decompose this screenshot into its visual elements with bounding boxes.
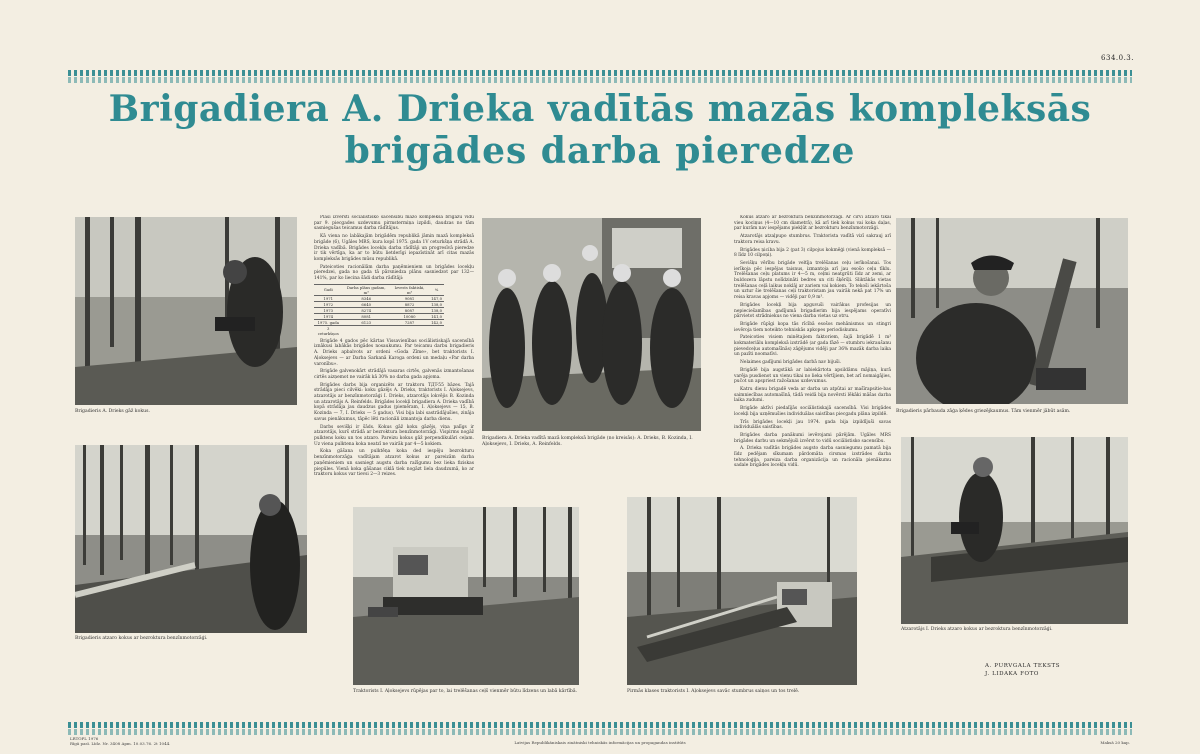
- table-cell: 1975. gada: [314, 319, 343, 325]
- col2-paragraph: A. Drieka vadītās brigādes augsto darba sasniegumu pamatā bija līdz pedējam sīkumam pārdomāta cirsmas izstrādes darba tehnoloģija, pareiza darba organizācija un racionāla pienākumu sadale brigādes locekļu vidū.: [734, 446, 891, 469]
- photo-tractor-skidding: [627, 497, 857, 685]
- table-cell: 8274: [343, 307, 390, 313]
- caption-photo-chain-check: Brigadieris pārbauda zāģa ķēdes griezējkaumus. Tām vienmēr jābūt asām.: [896, 409, 1071, 414]
- footer-print-info: Rīgā pasī. Līdz. Nr. 3408 Apm. 10.03.76. 2t 1044.: [70, 741, 171, 746]
- article-column-2: [734, 215, 891, 510]
- table-cell: [390, 325, 429, 336]
- photo-trimmer: [75, 445, 307, 633]
- credits-text: A. PURVGALA TEKSTS: [985, 663, 1061, 669]
- table-cell: 138,0: [429, 301, 444, 307]
- bottom-ornament-border-inner: [68, 729, 1132, 735]
- header-code: 634.0.3.: [1101, 54, 1134, 62]
- table-header-cell: Darba plāns gadam, m³: [343, 284, 390, 295]
- caption-photo-feller: Brigadieris A. Drieks gāž kokus.: [75, 409, 150, 414]
- col2-paragraph: Brigādes darba panākumi ievērojami pārējām. Ugāles MRS brigādes darbu un sekmējuši izvērst to vidū sociālistisko sacensību.: [734, 432, 891, 444]
- col2-paragraph: Sevišķu vērību brigāde veltīja trelēšanas ceļu ierīkošanai. Tos ierīkoja pēc iespējas taisnus, izmantoja arī jau esošo ceļu tīklu. Trelēšanas ceļu platums ir 4—5 m, ceļmi neatgrūti līdz ar zemi, ar buldozera lāpstu nolīdzināti bedres un citi šķēršļi. Sliktākās vietas trelēšanas ceļā laikus noklāj ar zariem vai kokiem. To tekoši iekārtoša un uztur šie trelēšanas ceļi traktoristam jau vairāk nekā pat 17% un reisa kravas apjoms — vidēji par 0,9 m³.: [734, 260, 891, 301]
- caption-photo-trimmer-saw: Atzarotājs I. Drieks atzaro kokus ar bezroktura benzīnmotorzāģi.: [901, 627, 1053, 632]
- footer-publisher: LRTOPL 1976: [70, 736, 99, 741]
- production-table: [314, 284, 444, 336]
- article-column-1: [314, 215, 474, 495]
- col1-paragraph: Kā viena no labākajām brigādēm republikā jāmin mazā kompleksā brigāde (6), Ugāles MRS, kura kopš 1975. gada 1V ceturkšņa strādā A. Drieka vadībā. Brigādes locekļu darba rādītāji un progresīvā pieredze ir tik vērtīga, ka ar to būtu lietderīgi iepazīstināt arī citas mazās kompleksās brigādes mūsu republikā.: [314, 234, 474, 262]
- table-cell: 8346: [343, 295, 390, 301]
- col1-paragraph: Pateicoties racionālām darba paņēmieniem un brigādes locekļu pieredzei, gada no gada tā pārsniedza plānu sasniedzot par 132—141%, par ko liecina šādi darba rādītāji:: [314, 264, 474, 282]
- credits-photo: J. LIDAKA FOTO: [985, 671, 1039, 677]
- footer-left: [70, 736, 170, 746]
- table-cell: 142,0: [429, 319, 444, 325]
- table-header-cell: Izvests faktiski, m³: [390, 284, 429, 295]
- col2-paragraph: Nelaimes gadījumi brigādes darbā nav bijuši.: [740, 360, 842, 366]
- table-cell: 1972: [314, 301, 343, 307]
- table-header-row: [314, 284, 444, 295]
- table-cell: 10080: [390, 313, 429, 319]
- table-cell: 6640: [343, 301, 390, 307]
- table-cell: 141,0: [429, 313, 444, 319]
- photo-trimmer-saw: [901, 437, 1128, 624]
- col2-paragraph: Brigādē bija augstākā ar labiekārtota apsildāmu mājiņa, kurā varēja pusdienot un vienu tikai no lieka vērtījiem, bet arī nomaigājies, pučot un apspriest ražošanas uzdevumus.: [734, 367, 891, 385]
- table-cell: 3 ceturkšņos: [314, 325, 343, 336]
- caption-photo-tractor-skidding: Pirmās klases traktorists I. Aļoksejevs savāc stumbrus saiņos un tos trelē.: [627, 689, 800, 694]
- col2-paragraph: Atzarotājs atzaļpupo stumbrus. Traktorista vadītā vizī sakrauj arī traktora reisa kravu.: [734, 234, 891, 245]
- table-cell: 138,0: [429, 307, 444, 313]
- caption-photo-tractor-road: Traktorists I. Aļoksejevs rūpējas par to, lai trelēšanas ceļš vienmēr būtu līdzens un labā kārtībā.: [353, 689, 578, 694]
- col1-paragraph: Brigāde 4 gados pēc kārtas Vissavienības sociālistiskajā sacensībā iznākusi labākās brigādes nosaukumu. Par teicamu darbu brigadieris A. Drieks apbalvots ar ordeni «Goda Zīme», bet traktorists I. Aļoksejevs — ar Darba Sarkanā Karoga ordeni un medaļu «Par darba varonību».: [314, 338, 474, 367]
- top-ornament-border-inner: [68, 77, 1132, 83]
- col1-paragraph: Koka gāšana un pulktēņa koka ded iespēju bezrokturu benzīnmotorzāģa vadītājam atzarot kokus ar pareizām darba paņēmieniem un sasniegt augstu darba ražīgumu bez lieka fiziskas piepūles. Vienā koka gāšanas ciklā tiek nogāzt liela daudzumā, ko ar traktoru kokus var tievsi 2—3 reizes.: [314, 449, 474, 478]
- credits: [985, 662, 1060, 678]
- col1-paragraph: Brigādes darbs bija organizēts ar traktoru TДT-55 bāzes. Tajā strādāja pieci cilvēki: koku gāzējs A. Drieks, traktorists I. Aļoksejevs, atzarotājs ar benzīnmotorzāģi I. Drieks, atzarotājs lokvējis B. Kozinda un atzarotājs A. Reinfelds. Brigādes locekļi brigadiera A. Drieka vadībā kopā strādāja jau daudzus gadus (piemēram, I. Aļoksejevs — 15, B. Kozinda — 7, I. Drieks — 5 gadus). Visi bija labi sastrādājušies, zināja savus pienākumus, tāpēc lēti racionāli izmantoja darba dienu.: [314, 382, 474, 422]
- col2-paragraph: Kokus atzaro ar bezroktura benzīnmotorzāģi. Ar cirvi atzaro tikai vieu kociņus (4—10 cm diametrā), kā arī tiek kokus vai koka daļas, par kurām nav iespējams piekļūt ar bezrokturu benzīnmotorzāģi.: [734, 215, 891, 232]
- col2-paragraph: Brigāde aktīvi piedalījās sociālistiskajā sacensībā. Visi brigādes locekļi bija uzņēmušies individuālas saistības piecgadu plāna izpildē.: [734, 406, 891, 417]
- photo-chain-check: [896, 218, 1128, 404]
- table-cell: 1974: [314, 313, 343, 319]
- caption-photo-trimmer: Brigadieris atzaro kokus ar bezroktura benzīnmotorzāģi.: [75, 636, 208, 641]
- col1-paragraph: Plaši izvērsti sociālistisko sacensību mazo kompleksa brigāžu vidū par 9. piecgades uzdevumu pirmstermiņa izpildi, daudzas no tām sasniegušas teicamus darba rādītājus.: [314, 215, 474, 232]
- table-row: [314, 325, 444, 336]
- photo-brigade-group: [482, 218, 701, 431]
- table-cell: 147,0: [429, 295, 444, 301]
- table-cell: 1971: [314, 295, 343, 301]
- table-cell: [429, 325, 444, 336]
- table-cell: 6123: [343, 319, 390, 325]
- col2-paragraph: Katru dienu brigadē veda ar darba un atpūtai ar mašīrapsitie-bas saimniecības automašīnā, tādā veidā bija novērsti lēkāki māšas darba laika zudumi.: [734, 386, 891, 404]
- footer-price: Maksā 20 kap.: [1100, 740, 1130, 745]
- table-cell: 1973: [314, 307, 343, 313]
- photo-tractor-road: [353, 507, 579, 685]
- col1-paragraph: Brigāde galvenokārt strādājā vasaras cirtēs, galvenās izmantošanas cirtēs aizņemot ne vairāk kā 30% no darba gada apjoma.: [314, 369, 474, 380]
- table-cell: 8872: [390, 301, 429, 307]
- table-cell: 8081: [343, 313, 390, 319]
- photo-feller: [75, 217, 297, 405]
- page-title: Brigadiera A. Drieka vadītās mazās kompleksās: [108, 88, 1092, 130]
- table-cell: 7287: [390, 319, 429, 325]
- col2-paragraph: Trīs brigādes locekļi jau 1974. gada bija izpildījuši savas individuālās saistības.: [734, 419, 891, 431]
- bottom-ornament-border: [68, 722, 1132, 728]
- footer-institute: Latvijas Republikāniskais zinātniski tehniskās informācijas un propagandas institūts: [514, 740, 686, 745]
- col1-paragraph: Darbs sevišķi ir šāds. Kokus gāž koku gāzējs, viņa palīgs ir atzarotājs, kurš strādā ar bezroktura benzīnmotorzāģi. Vispirms nogāž pulktens koku un tos atzaro. Pareizu kokus gāž perpendikulāri ceļam. Uz viena pulktena koka neatzī ne vairāk par 4—5 kokiem.: [314, 424, 474, 447]
- col2-paragraph: Brigāde rūpīgi kopa tās rīcībā esošos mehānismus un stingri ievēroja tiem noteikto tehniskās apkopes periodiskumu.: [734, 321, 891, 333]
- table-cell: 8087: [390, 307, 429, 313]
- page-subtitle: brigādes darba pieredze: [344, 130, 856, 172]
- table-header-cell: Gadi: [314, 284, 343, 295]
- col2-paragraph: Pateicoties visiem minētajiem faktoriem, šajā brigādē 1 m³ kokmateriālu kompleksā izstrādē (ar gada fāzē — stumbru iekraušanu pievedceļus automašīnās) zāģējums vidēji par 36% mazāk darba laika un pazīti noomatīvi.: [734, 335, 891, 358]
- table-cell: 9081: [390, 295, 429, 301]
- top-ornament-border: [68, 70, 1132, 76]
- table-cell: [343, 325, 390, 336]
- table-header-cell: %: [429, 284, 444, 295]
- caption-photo-brigade-group: Brigadiera A. Drieka vadītā mazā kompleksā brigāde (no kreisās): A. Drieks, B. Kozinda, I. Aļoksejevs, I. Drieks, A. Reinfelds.: [482, 436, 693, 447]
- col2-paragraph: Brigādes locekļi bija apguvuši vairākus profesijas un nepieciešamības gadījumā brigadierim bija iespējams operatīvi pārvietot strādniekus no viena darba vietas uz otru.: [734, 302, 891, 320]
- col2-paragraph: Brigādes ņiciba bija 2 (pat 3) cilpojus kokmēģi (vienā kompleksā — 8 līdz 10 cilpoņi).: [734, 247, 891, 259]
